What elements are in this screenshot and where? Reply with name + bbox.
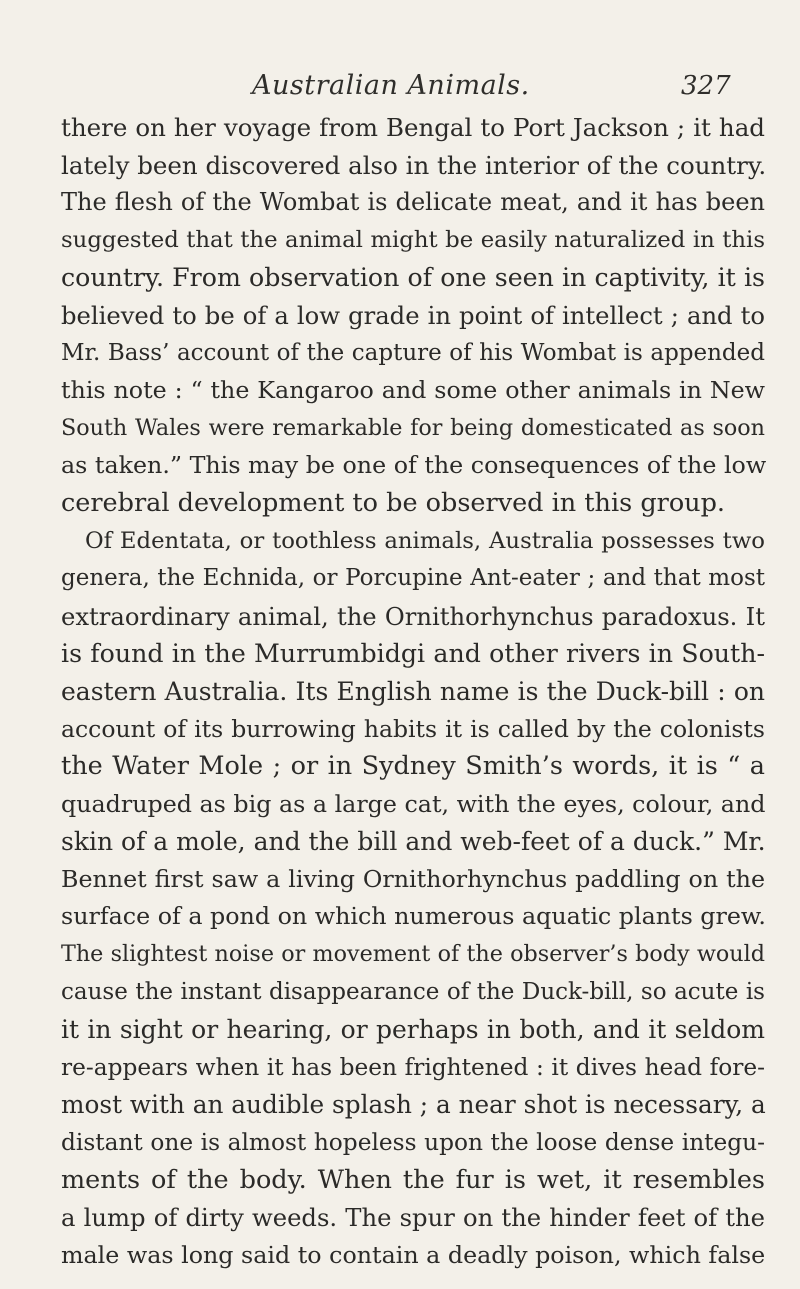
body-text (61, 109, 765, 1274)
text-line: The flesh of the Wombat is delicate meat, and it has been (61, 188, 765, 217)
running-head (0, 60, 800, 100)
page-number: 327 (681, 71, 731, 101)
text-line: South Wales were remarkable for being domesticated as soon (61, 414, 765, 441)
text-line: believed to be of a low grade in point of intellect ; and to (61, 300, 765, 330)
text-line: cause the instant disappearance of the Duck-bill, so acute is (61, 978, 765, 1005)
text-line: distant one is almost hopeless upon the loose dense integu- (61, 1129, 765, 1157)
text-line: is found in the Murrumbidgi and other rivers in South- (61, 639, 765, 669)
text-line: there on her voyage from Bengal to Port Jackson ; it had (61, 113, 765, 142)
text-line: re-appears when it has been frightened : it dives head fore- (61, 1053, 765, 1081)
text-line: ments of the body. When the fur is wet, it resembles (61, 1164, 765, 1195)
text-line: account of its burrowing habits it is called by the colonists (61, 714, 765, 743)
text-line: skin of a mole, and the bill and web-feet of a duck.” Mr. (61, 827, 766, 857)
text-line: as taken.” This may be one of the consequences of the low (61, 451, 767, 480)
text-line: this note : “ the Kangaroo and some other animals in New (61, 376, 765, 405)
text-line: suggested that the animal might be easily naturalized in this (61, 226, 765, 253)
text-line: a lump of dirty weeds. The spur on the hinder feet of the (61, 1203, 765, 1233)
text-line: cerebral development to be observed in this group. (61, 487, 726, 518)
text-line: quadruped as big as a large cat, with the eyes, colour, and (61, 789, 766, 818)
text-line: lately been discovered also in the interior of the country. (61, 150, 767, 180)
text-line: eastern Australia. Its English name is the Duck-bill : on (61, 676, 765, 706)
text-line: Of Edentata, or toothless animals, Australia possesses two (85, 527, 765, 554)
text-line: Bennet first saw a living Ornithorhynchus paddling on the (61, 864, 765, 893)
text-line: extraordinary animal, the Ornithorhynchus paradoxus. It (61, 601, 765, 631)
text-line: country. From observation of one seen in captivity, it is (61, 263, 765, 293)
text-line: the Water Mole ; or in Sydney Smith’s words, it is “ a (61, 751, 765, 782)
text-line: most with an audible splash ; a near shot is necessary, a (61, 1090, 766, 1120)
text-line: The slightest noise or movement of the observer’s body would (61, 941, 765, 968)
text-line: genera, the Echnida, or Porcupine Ant-eater ; and that most (61, 565, 765, 592)
text-line: surface of a pond on which numerous aquatic plants grew. (61, 902, 766, 931)
running-title: Australian Animals. (252, 70, 530, 101)
text-line: it in sight or hearing, or perhaps in both, and it seldom (61, 1015, 765, 1045)
text-line: male was long said to contain a deadly poison, which false (61, 1240, 766, 1269)
text-line: Mr. Bass’ account of the capture of his Wombat is appended (61, 339, 765, 366)
